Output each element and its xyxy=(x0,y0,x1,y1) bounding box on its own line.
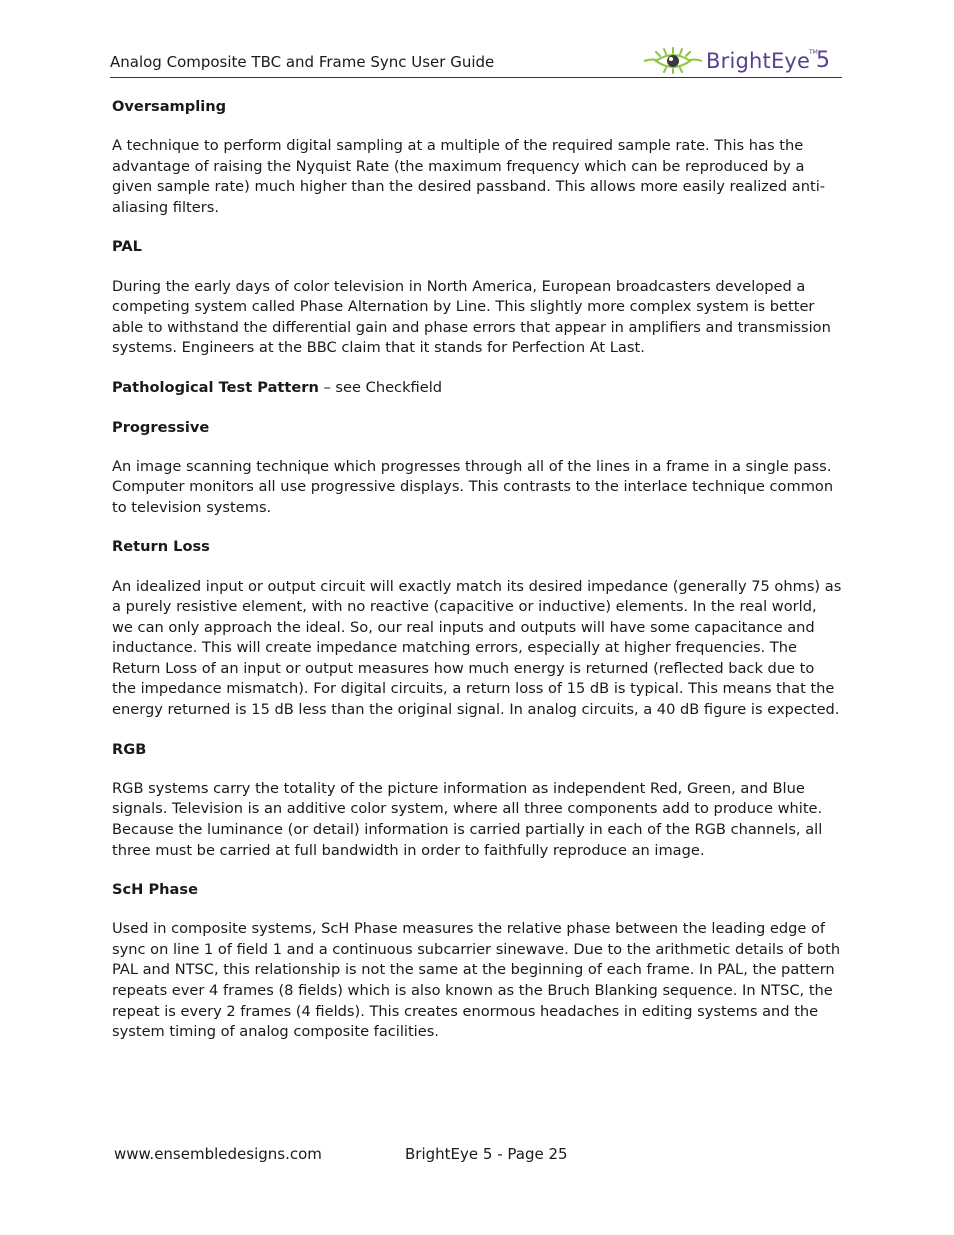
term-heading: ScH Phase xyxy=(112,881,198,899)
term-definition: During the early days of color television in North America, European broadcasters developed a competing system called Phase Alternation by Line. This slightly more complex system is better able to withstand the differential gain and phase errors that appear in amplifiers and transmission systems. Engineers at the BBC claim that it stands for Perfection At Last. xyxy=(112,277,831,357)
page-header xyxy=(110,44,842,78)
term-heading: RGB xyxy=(112,740,147,758)
term-definition: RGB systems carry the totality of the picture information as independent Red, Green, and Blue signals. Television is an additive color system, where all three components add to produce white. Because the luminance (or detail) information is carried partially in each of the RGB channels, all three must be carried at full bandwidth in order to faithfully reproduce an image. xyxy=(112,779,823,859)
term-heading: Pathological Test Pattern xyxy=(112,378,319,396)
eye-icon xyxy=(642,46,704,76)
term-definition: Used in composite systems, ScH Phase measures the relative phase between the leading edge of sync on line 1 of field 1 and a continuous subcarrier sinewave. Due to the arithmetic details of both PAL and NTSC, this relationship is not the same at the beginning of each frame. In PAL, the pattern repeats ever 4 frames (8 fields) which is also known as the Bruch Blanking sequence. In NTSC, the repeat is every 2 frames (4 fields). This creates enormous headaches in editing systems and the system timing of analog composite facilities. xyxy=(112,920,841,1041)
term-definition: An image scanning technique which progresses through all of the lines in a frame in a single pass. Computer monitors all use progressive displays. This contrasts to the interlace technique common to television systems. xyxy=(112,457,834,516)
website-link[interactable]: www.ensembledesigns.com xyxy=(114,1145,322,1163)
document-title: Analog Composite TBC and Frame Sync User Guide xyxy=(110,53,495,71)
glossary-content xyxy=(112,97,842,1062)
term-definition: A technique to perform digital sampling at a multiple of the required sample rate. This has the advantage of raising the Nyquist Rate (the maximum frequency which can be reproduced by a given sample rate) much higher than the desired passband. This allows more easily realized anti-aliasing filters. xyxy=(112,137,826,216)
logo-number: 5 xyxy=(816,48,830,73)
term-cross-reference xyxy=(112,378,842,399)
logo-trademark: TM xyxy=(809,49,818,56)
brighteye-logo xyxy=(642,46,842,76)
term-heading: Return Loss xyxy=(112,538,210,556)
term-definition: An idealized input or output circuit will exactly match its desired impedance (generally 75 ohms) as a purely resistive element, with no reactive (capacitive or inductive) elements. In the real world, we can only approach the ideal. So, our real inputs and outputs will have some capacitance and inductance. This will create impedance matching errors, especially at higher frequencies. The Return Loss of an input or output measures how much energy is returned (reflected back due to the impedance mismatch). For digital circuits, a return loss of 15 dB is typical. This means that the energy returned is 15 dB less than the original signal. In analog circuits, a 40 dB figure is expected. xyxy=(112,577,842,719)
term-heading: Oversampling xyxy=(112,98,227,115)
page-number: BrightEye 5 - Page 25 xyxy=(405,1145,568,1163)
term-heading: PAL xyxy=(112,238,142,256)
term-heading: Progressive xyxy=(112,418,210,436)
logo-wordmark: BrightEye xyxy=(706,49,811,73)
cross-reference-note: – see Checkfield xyxy=(318,378,443,396)
